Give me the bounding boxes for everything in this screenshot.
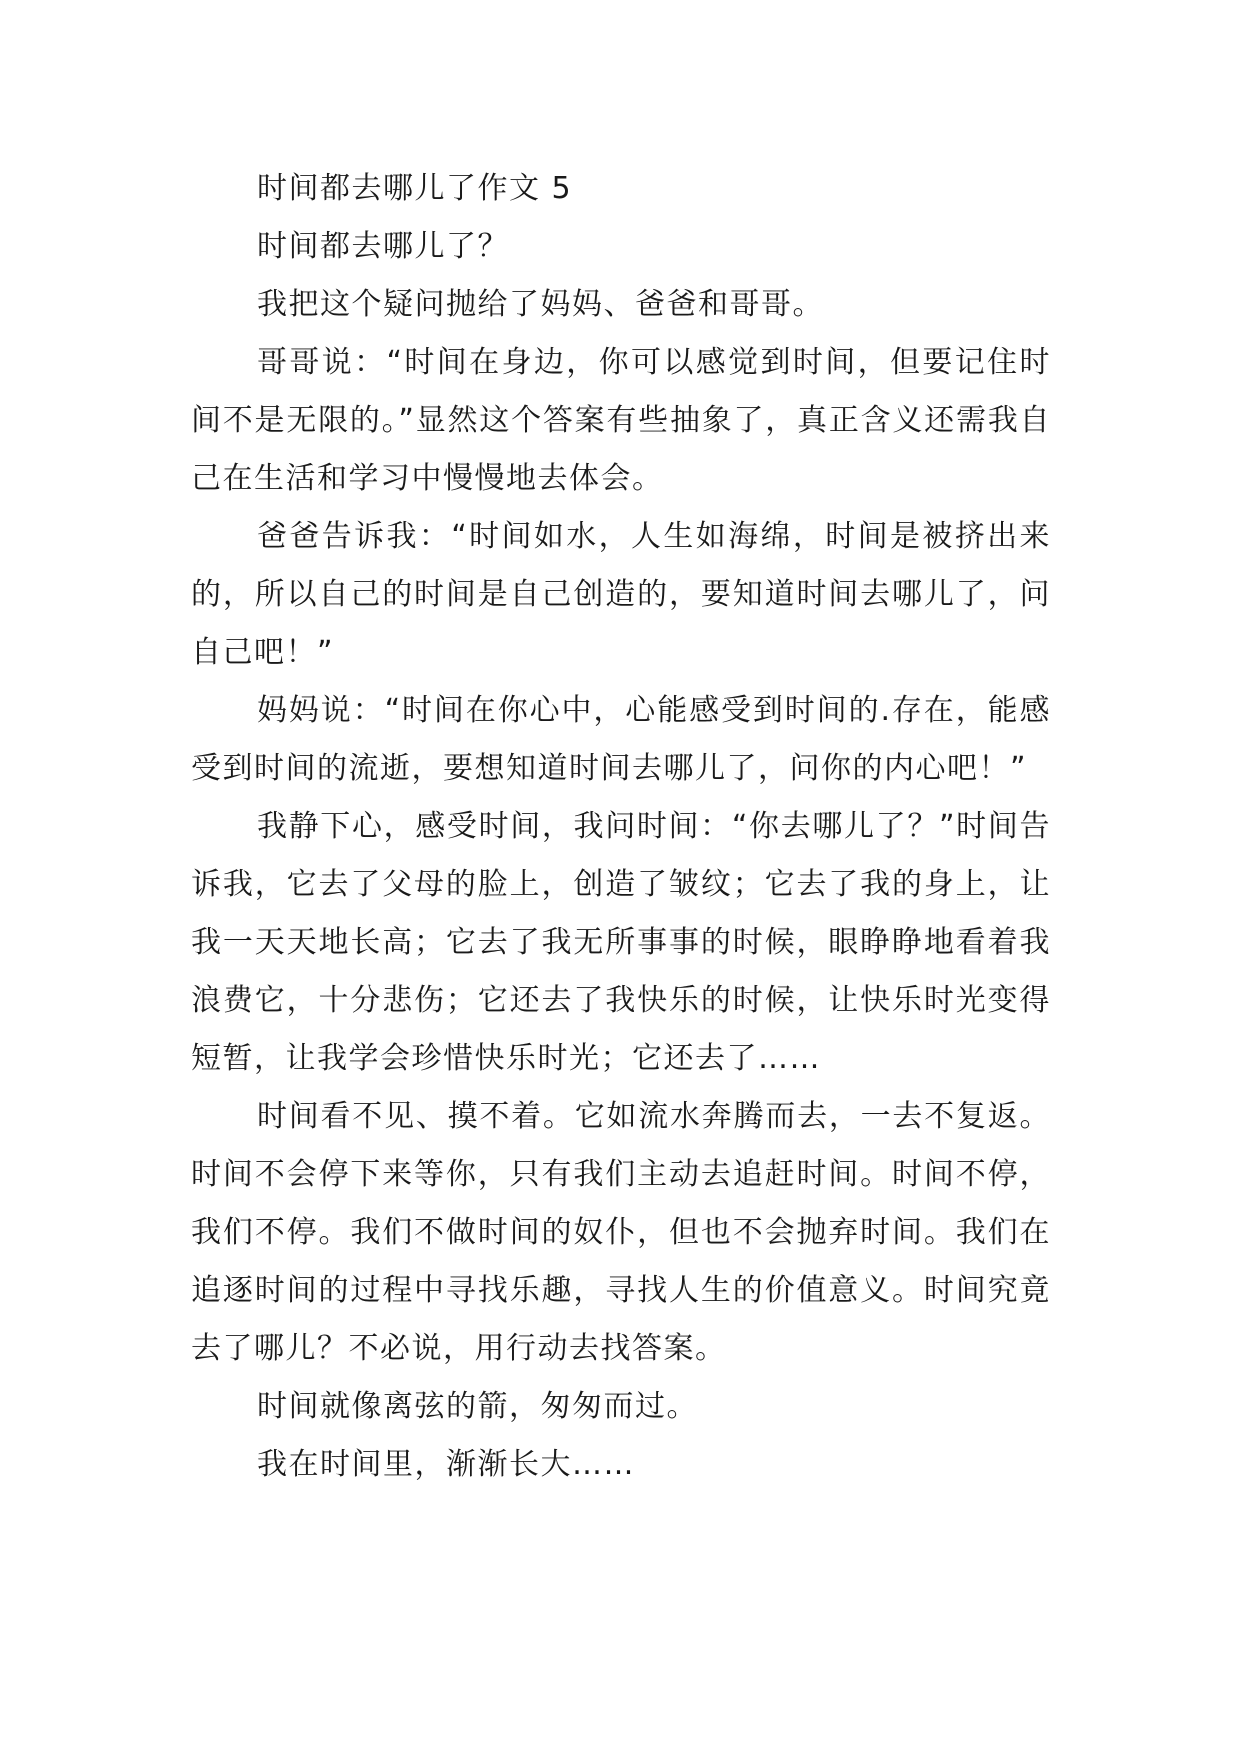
paragraph-7: 时间看不见、摸不着。它如流水奔腾而去，一去不复返。时间不会停下来等你，只有我们主动去追赶时间。时间不停，我们不停。我们不做时间的奴仆，但也不会抛弃时间。我们在追逐时间的过程中寻找乐趣，寻找人生的价值意义。时间究竟去了哪儿？不必说，用行动去找答案。 [191,1099,1051,1366]
paragraph-8: 时间就像离弦的箭，匆匆而过。 [257,1389,698,1424]
paragraph-5: 妈妈说：“时间在你心中，心能感受到时间的.存在，能感受到时间的流逝，要想知道时间去哪儿了，问你的内心吧！” [191,693,1051,786]
document-title: 时间都去哪儿了作文 5 [257,171,573,206]
paragraph-2: 我把这个疑问抛给了妈妈、爸爸和哥哥。 [257,287,824,322]
paragraph-1: 时间都去哪儿了？ [257,229,509,264]
paragraph-3: 哥哥说：“时间在身边，你可以感觉到时间，但要记住时间不是无限的。”显然这个答案有些抽象了，真正含义还需我自己在生活和学习中慢慢地去体会。 [191,345,1051,496]
paragraph-6: 我静下心，感受时间，我问时间：“你去哪儿了？”时间告诉我，它去了父母的脸上，创造了皱纹；它去了我的身上，让我一天天地长高；它去了我无所事事的时候，眼睁睁地看着我浪费它，十分悲伤；它还去了我快乐的时候，让快乐时光变得短暂，让我学会珍惜快乐时光；它还去了…… [191,809,1051,1076]
document-body [191,160,1051,1494]
paragraph-9: 我在时间里，渐渐长大…… [257,1447,635,1482]
paragraph-4: 爸爸告诉我：“时间如水，人生如海绵，时间是被挤出来的，所以自己的时间是自己创造的，要知道时间去哪儿了，问自己吧！” [191,519,1051,670]
